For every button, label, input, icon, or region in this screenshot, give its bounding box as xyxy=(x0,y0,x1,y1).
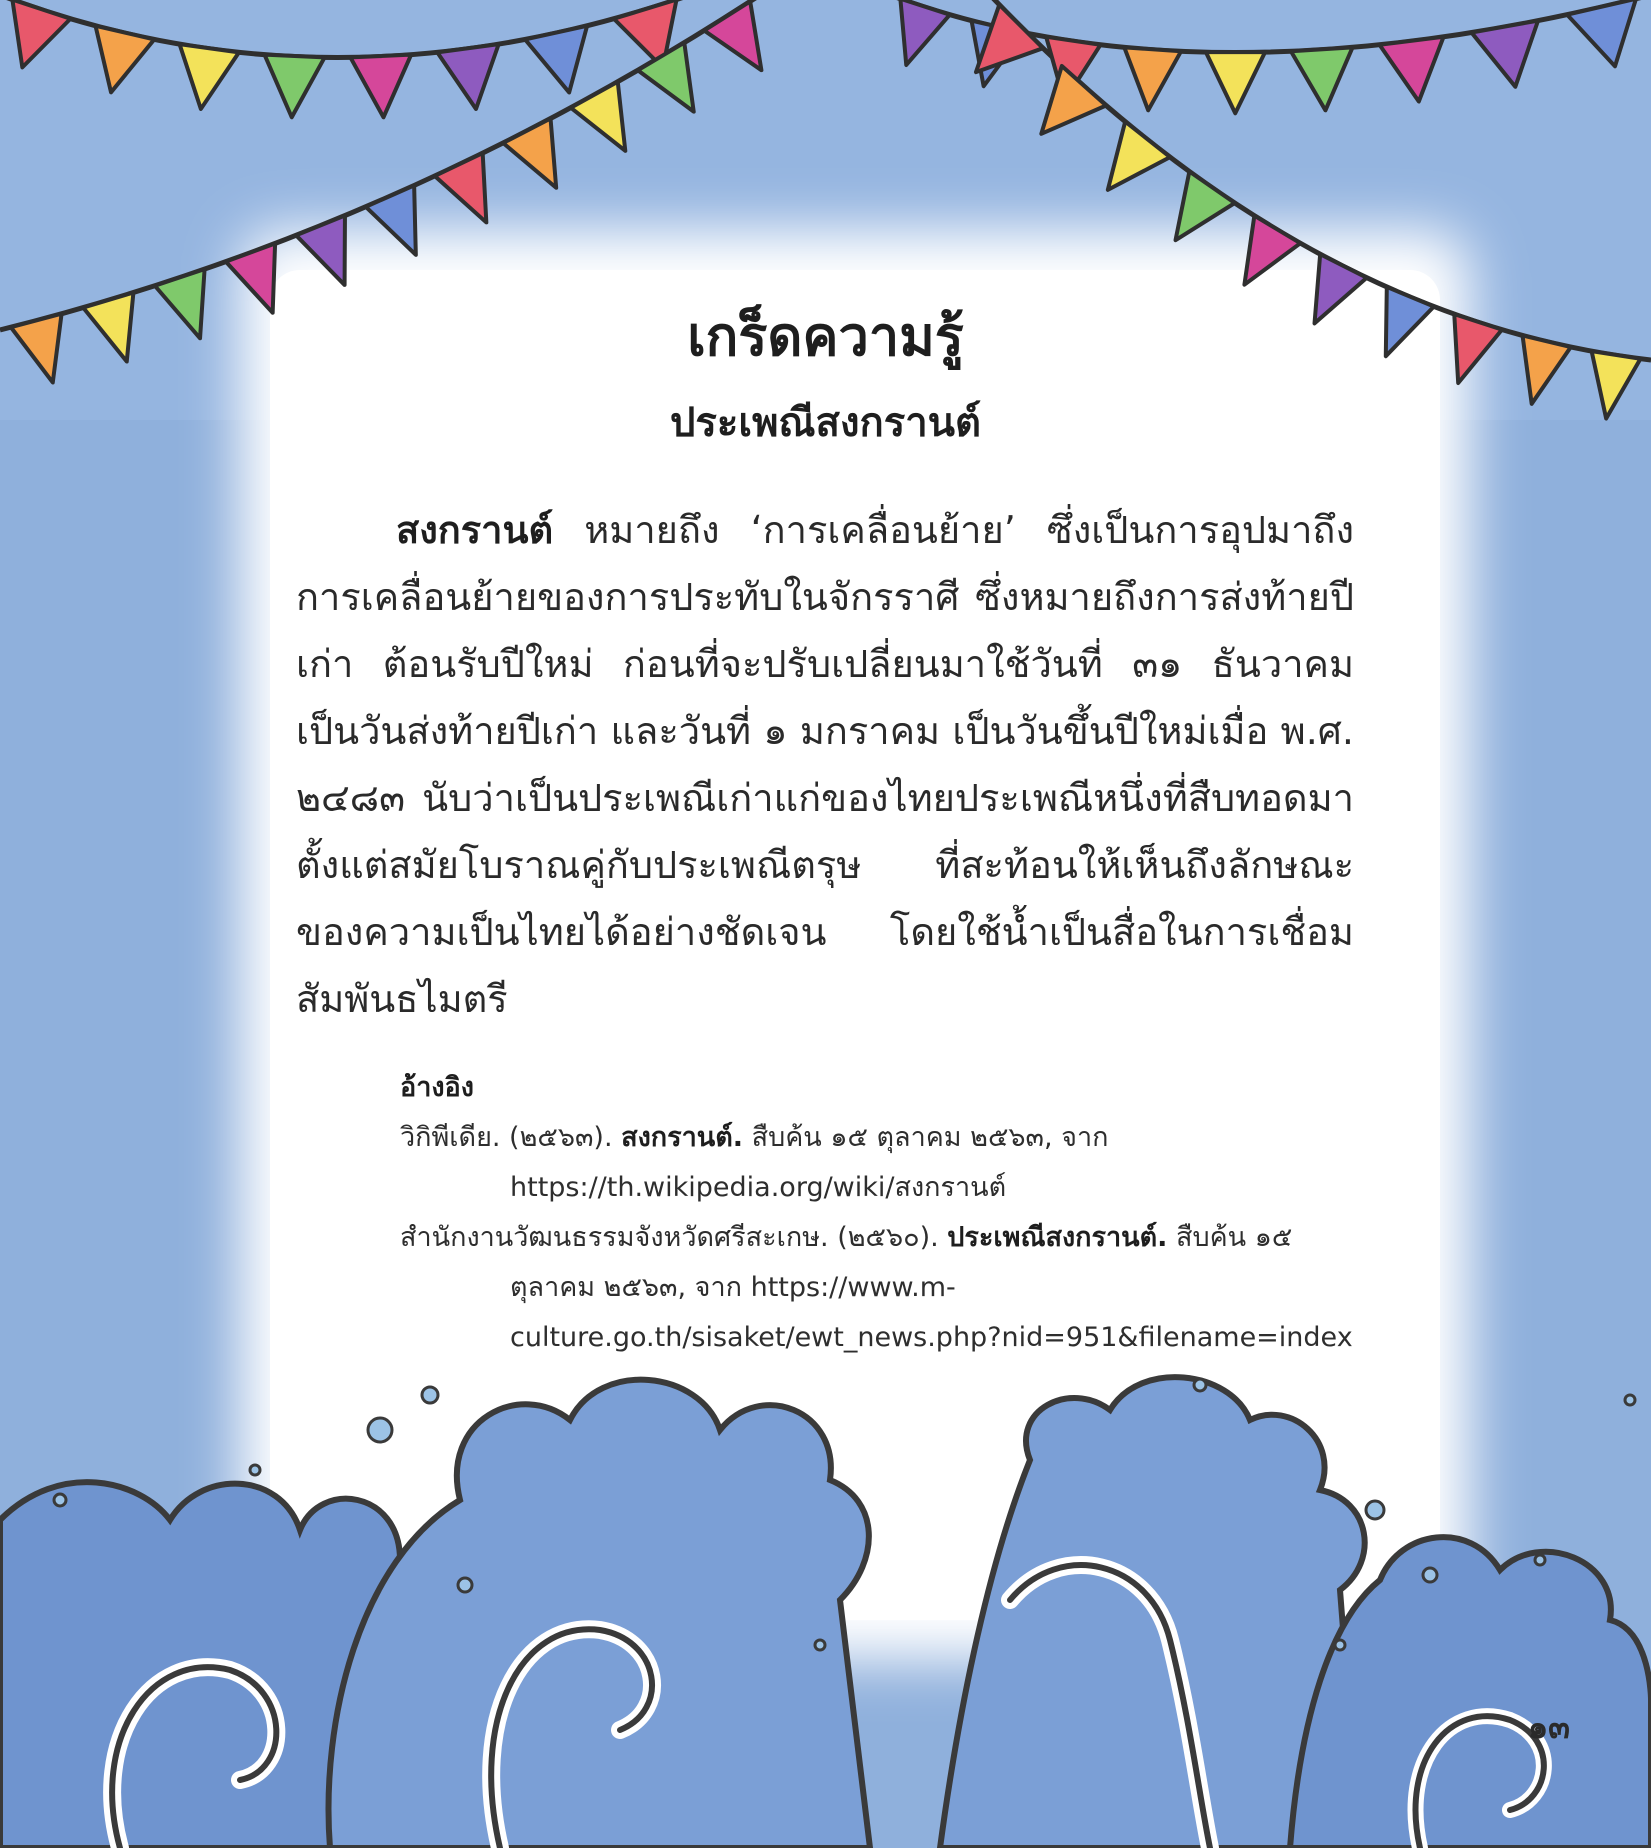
references-heading: อ้างอิง xyxy=(400,1072,474,1103)
article-text: หมายถึง ‘การเคลื่อนย้าย’ ซึ่งเป็นการอุปมาถึงการเคลื่อนย้ายของการประทับในจักรราศี ซึ่งหมายถึงการส่งท้ายปีเก่า ต้อนรับปีใหม่ ก่อนที่จะปรับเปลี่ยนมาใช้วันที่ ๓๑ ธันวาคม เป็นวันส่งท้ายปีเก่า และวันที่ ๑ มกราคม เป็นวันขึ้นปีใหม่เมื่อ พ.ศ. ๒๔๘๓ นับว่าเป็นประเพณีเก่าแก่ของไทยประเพณีหนึ่งที่สืบทอดมาตั้งแต่สมัยโบราณคู่กับประเพณีตรุษ ที่สะท้อนให้เห็นถึงลักษณะของความเป็นไทยได้อย่างชัดเจน โดยใช้น้ำเป็นสื่อในการเชื่อมสัมพันธไมตรี xyxy=(296,508,1354,1021)
references-section xyxy=(400,1063,1356,1363)
reference-prefix: วิกิพีเดีย. (๒๕๖๓). xyxy=(400,1122,622,1153)
reference-title: สงกรานต์. xyxy=(621,1122,744,1153)
article-body xyxy=(296,497,1354,1033)
lead-word: สงกรานต์ xyxy=(396,508,554,552)
page-title: เกร็ดความรู้ xyxy=(687,305,964,368)
reference-title: ประเพณีสงกรานต์. xyxy=(947,1222,1168,1253)
reference-suffix: สืบค้น ๑๕ ตุลาคม ๒๕๖๓, จาก https://th.wikipedia.org/wiki/สงกรานต์ xyxy=(510,1122,1109,1203)
reference-prefix: สำนักงานวัฒนธรรมจังหวัดศรีสะเกษ. (๒๕๖๐). xyxy=(400,1222,948,1253)
article-paragraph xyxy=(296,497,1354,1033)
reference-suffix: สืบค้น ๑๕ ตุลาคม ๒๕๖๓, จาก https://www.m-culture.go.th/sisaket/ewt_news.php?nid=951&filename=index xyxy=(510,1222,1353,1353)
page-number: ๑๓ xyxy=(1527,1708,1570,1746)
reference-item xyxy=(400,1213,1356,1363)
page-subtitle: ประเพณีสงกรานต์ xyxy=(670,400,981,446)
reference-item xyxy=(400,1113,1356,1213)
